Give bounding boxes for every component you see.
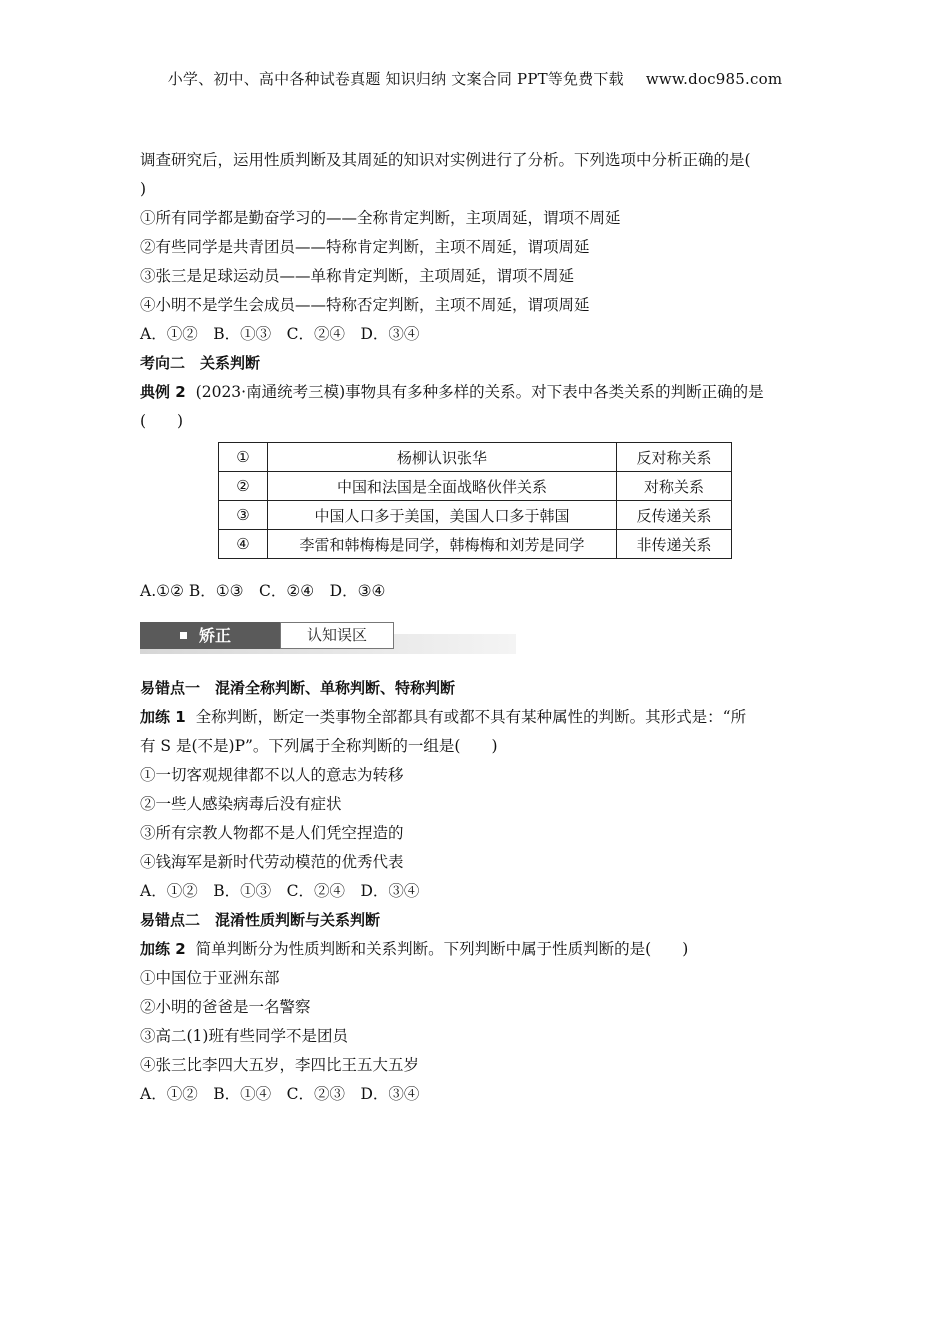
table-cell-type: 反对称关系 xyxy=(617,443,732,472)
table-cell-content: 李雷和韩梅梅是同学，韩梅梅和刘芳是同学 xyxy=(268,530,617,559)
error2-label: 加练 2 xyxy=(140,940,186,958)
error2-item-4: ④张三比李四大五岁，李四比王五大五岁 xyxy=(140,1056,420,1074)
error2-item-3: ③高二(1)班有些同学不是团员 xyxy=(140,1027,348,1045)
error1-item-4: ④钱海军是新时代劳动模范的优秀代表 xyxy=(140,853,404,871)
q1-item-2: ②有些同学是共青团员——特称肯定判断，主项不周延，谓项周延 xyxy=(140,238,590,256)
header-url[interactable]: www.doc985.com xyxy=(645,70,783,88)
error1-item-2: ②一些人感染病毒后没有症状 xyxy=(140,795,342,813)
section-banner xyxy=(140,622,516,656)
table-cell-content: 中国和法国是全面战略伙伴关系 xyxy=(268,472,617,501)
table-cell-type: 反传递关系 xyxy=(617,501,732,530)
example2-options: A.①② B．①③ C．②④ D．③④ xyxy=(140,582,386,600)
error1-item-1: ①一切客观规律都不以人的意志为转移 xyxy=(140,766,404,784)
q1-item-3: ③张三是足球运动员——单称肯定判断，主项周延，谓项不周延 xyxy=(140,267,575,285)
table-cell-type: 非传递关系 xyxy=(617,530,732,559)
banner-dark-tab xyxy=(140,622,280,649)
error1-stem-text: 全称判断，断定一类事物全部都具有或都不具有某种属性的判断。其形式是：“所 xyxy=(195,708,747,726)
error1-item-3: ③所有宗教人物都不是人们凭空捏造的 xyxy=(140,824,404,842)
error2-stem-text: 简单判断分为性质判断和关系判断。下列判断中属于性质判断的是( ) xyxy=(195,940,689,958)
error1-stem-line1 xyxy=(140,703,815,732)
q1-item-1: ①所有同学都是勤奋学习的——全称肯定判断，主项周延，谓项不周延 xyxy=(140,209,621,227)
table-cell-num: ③ xyxy=(219,501,268,530)
table-row xyxy=(219,472,732,501)
page-header xyxy=(0,68,950,89)
error1-title: 易错点一 混淆全称判断、单称判断、特称判断 xyxy=(140,679,456,697)
q1-options: A．①② B．①③ C．②④ D．③④ xyxy=(140,325,420,343)
error2-title: 易错点二 混淆性质判断与关系判断 xyxy=(140,911,381,929)
table-cell-type: 对称关系 xyxy=(617,472,732,501)
error2-item-2: ②小明的爸爸是一名警察 xyxy=(140,998,311,1016)
q1-item-4: ④小明不是学生会成员——特称否定判断，主项不周延，谓项周延 xyxy=(140,296,590,314)
error2-stem-line1 xyxy=(140,935,815,964)
square-bullet-icon xyxy=(180,632,187,639)
section2-title: 考向二 关系判断 xyxy=(140,354,261,372)
banner-light-tab: 认知误区 xyxy=(280,622,394,649)
error2-item-1: ①中国位于亚洲东部 xyxy=(140,969,280,987)
example2-stem-line2: ( ) xyxy=(140,412,184,430)
table-cell-content: 杨柳认识张华 xyxy=(268,443,617,472)
q1-stem-line1: 调查研究后，运用性质判断及其周延的知识对实例进行了分析。下列选项中分析正确的是( xyxy=(140,151,751,169)
header-text: 小学、初中、高中各种试卷真题 知识归纳 文案合同 PPT等免费下载 xyxy=(167,70,624,88)
relation-table xyxy=(218,442,732,559)
document-body xyxy=(140,146,815,1109)
table-row xyxy=(219,530,732,559)
error2-options: A．①② B．①④ C．②③ D．③④ xyxy=(140,1085,420,1103)
table-cell-num: ① xyxy=(219,443,268,472)
error1-label: 加练 1 xyxy=(140,708,186,726)
table-cell-content: 中国人口多于美国，美国人口多于韩国 xyxy=(268,501,617,530)
error1-options: A．①② B．①③ C．②④ D．③④ xyxy=(140,882,420,900)
example2-label: 典例 2 xyxy=(140,383,186,401)
q1-stem-line2: ) xyxy=(140,180,147,198)
table-row xyxy=(219,443,732,472)
table-cell-num: ④ xyxy=(219,530,268,559)
example2-stem-line1 xyxy=(140,378,815,407)
error1-stem-line2: 有 S 是(不是)P”。下列属于全称判断的一组是( ) xyxy=(140,737,498,755)
banner-dark-label: 矫正 xyxy=(199,626,232,645)
table-row xyxy=(219,501,732,530)
example2-stem-text: (2023·南通统考三模)事物具有多种多样的关系。对下表中各类关系的判断正确的是 xyxy=(195,383,764,401)
table-cell-num: ② xyxy=(219,472,268,501)
